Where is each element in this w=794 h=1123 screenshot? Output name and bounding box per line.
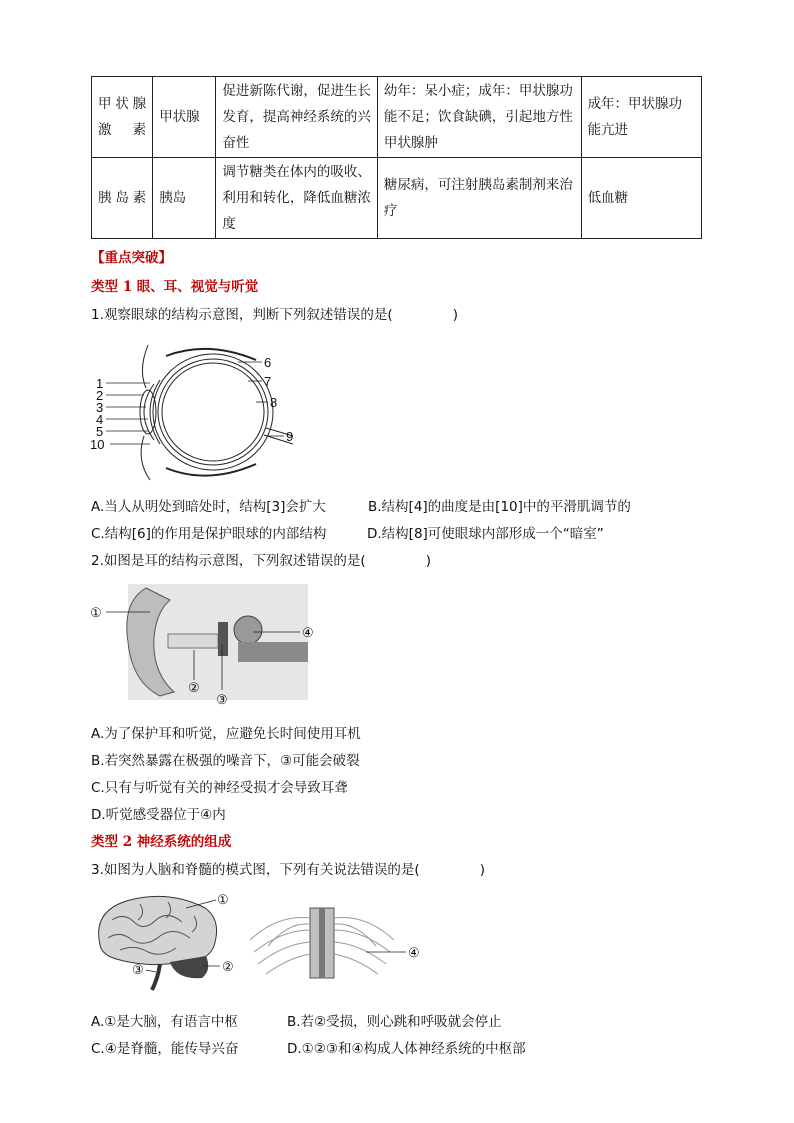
table-cell-deficiency: 幼年：呆小症；成年：甲状腺功能不足；饮食缺碘，引起地方性甲状腺肿	[377, 77, 581, 158]
table-cell-excess: 低血糖	[581, 158, 701, 239]
ear-diagram	[88, 582, 328, 710]
eardrum-shape	[218, 622, 228, 656]
q3-option-d: D.①②③和④构成人体神经系统的中枢部	[287, 1041, 526, 1057]
ear-label: ①	[90, 605, 102, 620]
section-tag: 【重点突破】	[91, 250, 172, 266]
eye-label: 5	[96, 424, 104, 439]
table-row	[92, 158, 702, 239]
brain-label: ②	[222, 959, 234, 974]
eye-label: 2	[96, 388, 104, 403]
eyeball-outline	[153, 354, 273, 470]
brain-label: ①	[217, 892, 229, 907]
q3-option-c: C.④是脊髓，能传导兴奋	[91, 1041, 239, 1057]
table-cell-deficiency: 糖尿病，可注射胰岛素制剂来治疗	[377, 158, 581, 239]
q3-stem: 3.如图为人脑和脊髓的模式图，下列有关说法错误的是( )	[91, 862, 485, 878]
type1-heading: 类型 1 眼、耳、视觉与听觉	[91, 279, 259, 295]
spinal-cord-diagram	[248, 900, 428, 982]
brain-diagram	[90, 890, 240, 992]
table-cell-function: 调节糖类在体内的吸收、利用和转化，降低血糖浓度	[216, 158, 378, 239]
q2-option-d: D.听觉感受器位于④内	[91, 807, 226, 823]
eye-label: 1	[96, 376, 104, 391]
eye-label: 9	[286, 429, 294, 444]
q1-option-b: B.结构[4]的曲度是由[10]中的平滑肌调节的	[368, 499, 631, 515]
eustachian-tube	[238, 642, 308, 662]
q1-stem: 1.观察眼球的结构示意图，判断下列叙述错误的是( )	[91, 307, 458, 323]
eye-label: 10	[90, 437, 105, 452]
q3-option-a: A.①是大脑，有语言中枢	[91, 1014, 238, 1030]
brain-label: ③	[132, 962, 144, 977]
ear-label: ②	[188, 680, 200, 695]
q1-option-a: A.当人从明处到暗处时，结构[3]会扩大	[91, 499, 326, 515]
table-cell-gland: 胰岛	[153, 158, 216, 239]
lens-shape	[140, 390, 156, 434]
eye-diagram	[88, 340, 303, 485]
q2-stem: 2.如图是耳的结构示意图，下列叙述错误的是( )	[91, 553, 431, 569]
table-cell-gland: 甲状腺	[153, 77, 216, 158]
brainstem-shape	[152, 964, 160, 990]
q2-option-c: C.只有与听觉有关的神经受损才会导致耳聋	[91, 780, 348, 796]
hormone-table	[91, 76, 702, 239]
ear-canal	[168, 634, 218, 648]
ear-label: ③	[216, 692, 228, 707]
cochlea-shape	[234, 616, 262, 644]
eye-label: 6	[264, 355, 272, 370]
spinal-label: ④	[408, 945, 420, 960]
table-cell-hormone: 甲状腺激素	[92, 77, 153, 158]
table-cell-excess: 成年：甲状腺功能亢进	[581, 77, 701, 158]
q2-option-a: A.为了保护耳和听觉，应避免长时间使用耳机	[91, 726, 361, 742]
eye-label: 7	[264, 374, 272, 389]
eye-label: 8	[270, 395, 278, 410]
ear-label: ④	[302, 625, 314, 640]
eye-label: 3	[96, 400, 104, 415]
table-row	[92, 77, 702, 158]
eye-label: 4	[96, 412, 104, 427]
table-cell-function: 促进新陈代谢，促进生长发育，提高神经系统的兴奋性	[216, 77, 378, 158]
q1-option-d: D.结构[8]可使眼球内部形成一个“暗室”	[367, 526, 604, 542]
q3-option-b: B.若②受损，则心跳和呼吸就会停止	[287, 1014, 502, 1030]
type2-heading: 类型 2 神经系统的组成	[91, 834, 232, 850]
table-cell-hormone: 胰岛素	[92, 158, 153, 239]
q1-option-c: C.结构[6]的作用是保护眼球的内部结构	[91, 526, 327, 542]
q2-option-b: B.若突然暴露在极强的噪音下，③可能会破裂	[91, 753, 360, 769]
